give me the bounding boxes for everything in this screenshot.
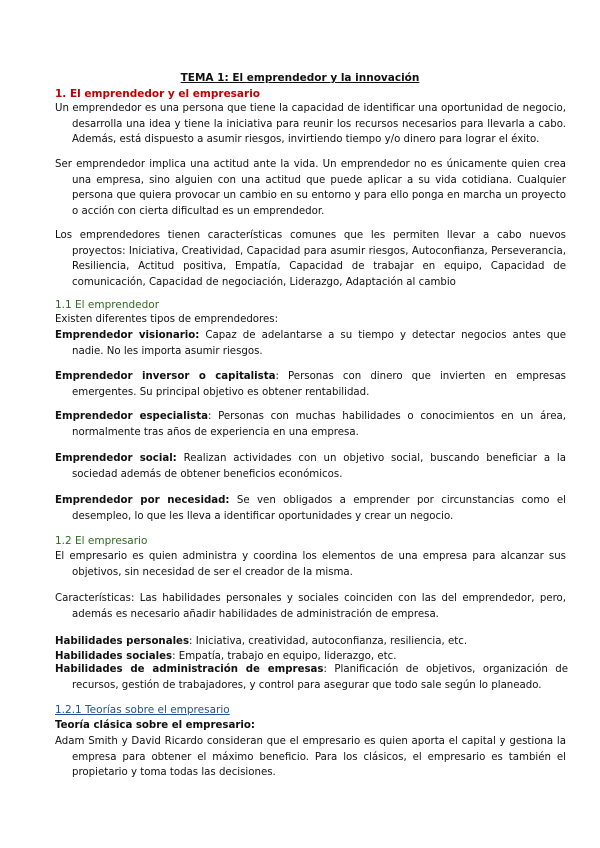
section-heading-1-1: 1.1 El emprendedor xyxy=(55,299,160,311)
type-term: Emprendedor visionario: xyxy=(55,330,200,341)
type-term: Emprendedor inversor o capitalista xyxy=(55,371,276,382)
paragraph-caracteristicas: Los emprendedores tienen características comunes que les permiten llevar a cabo nuevos proyectos: Iniciativa, Creatividad, Capacidad para asumir riesgos, Autoconfianza, Perseverancia, Resiliencia, Actitud positiva, Empatía, Capacidad de trabajar en equipo, Capacidad de comunicación, Capacidad de negociación, Liderazgo, Adaptación al cambio xyxy=(55,230,566,288)
paragraph-empresario-definition: El empresario es quien administra y coordina los elementos de una empresa para alcanzar sus objetivos, sin necesidad de ser el creador de la misma. xyxy=(55,551,566,578)
paragraph-teoria-clasica: Adam Smith y David Ricardo consideran que el empresario es quien aporta el capital y gestiona la empresa para obtener el máximo beneficio. Para los clásicos, el empresario es también el propietario y toma todas las decisiones. xyxy=(55,736,566,779)
skill-term: Habilidades sociales xyxy=(55,651,173,662)
type-term: Emprendedor por necesidad: xyxy=(55,495,230,506)
paragraph-emprendedor-definition: Un emprendedor es una persona que tiene la capacidad de identificar una oportunidad de negocio, desarrolla una idea y tiene la iniciativa para reunir los recursos necesarios para llevarla a cabo. Además, está dispuesto a asumir riesgos, invirtiendo tiempo y/o dinero para lograr el éxito. xyxy=(55,103,566,146)
section-heading-1-2: 1.2 El empresario xyxy=(55,535,148,547)
paragraph-empresario-caracteristicas: Características: Las habilidades personales y sociales coinciden con las del emprendedor, pero, además es necesario añadir habilidades de administración de empresa. xyxy=(55,593,566,620)
subheading-teoria-clasica: Teoría clásica sobre el empresario: xyxy=(55,720,255,731)
type-text: Capaz de adelantarse a su tiempo y detectar negocios antes que nadie. No les importa asumir riesgos. xyxy=(72,330,566,357)
type-text: : Personas con muchas habilidades o conocimientos en un área, normalmente tras años de experiencia en una empresa. xyxy=(72,411,566,438)
types-intro: Existen diferentes tipos de emprendedores: xyxy=(55,314,279,325)
skill-text: : Iniciativa, creatividad, autoconfianza, resiliencia, etc. xyxy=(189,636,468,647)
type-term: Emprendedor social: xyxy=(55,453,177,464)
skill-administracion xyxy=(55,662,568,693)
section-heading-1: 1. El emprendedor y el empresario xyxy=(55,88,261,100)
section-heading-1-2-1: 1.2.1 Teorías sobre el empresario xyxy=(55,704,230,716)
skill-term: Habilidades de administración de empresas xyxy=(55,664,324,675)
type-text: Realizan actividades con un objetivo social, buscando beneficiar a la sociedad además de obtener beneficios económicos. xyxy=(72,453,566,480)
skill-personales xyxy=(55,634,566,650)
type-inversor xyxy=(55,369,566,400)
type-visionario xyxy=(55,328,566,359)
document-title: TEMA 1: El emprendedor y la innovación xyxy=(180,72,420,84)
type-especialista xyxy=(55,409,566,440)
paragraph-actitud: Ser emprendedor implica una actitud ante la vida. Un emprendedor no es únicamente quien crea una empresa, sino alguien con una actitud que puede aplicar a su vida cotidiana. Cualquier persona que quiera provocar un cambio en su entorno y para ello ponga en marcha un proyecto o acción con cierta dificultad es un emprendedor. xyxy=(55,159,566,217)
type-necesidad xyxy=(55,493,566,524)
type-social xyxy=(55,451,566,482)
skill-text: : Planificación de objetivos, organización de recursos, gestión de trabajadores, y control para asegurar que todo sale según lo planeado. xyxy=(72,664,568,691)
skill-term: Habilidades personales xyxy=(55,636,190,647)
type-text: : Personas con dinero que invierten en empresas emergentes. Su principal objetivo es obtener rentabilidad. xyxy=(72,371,566,398)
type-text: Se ven obligados a emprender por circunstancias como el desempleo, lo que les lleva a identificar oportunidades y crear un negocio. xyxy=(72,495,566,522)
skill-text: : Empatía, trabajo en equipo, liderazgo, etc. xyxy=(172,651,397,662)
type-term: Emprendedor especialista xyxy=(55,411,208,422)
